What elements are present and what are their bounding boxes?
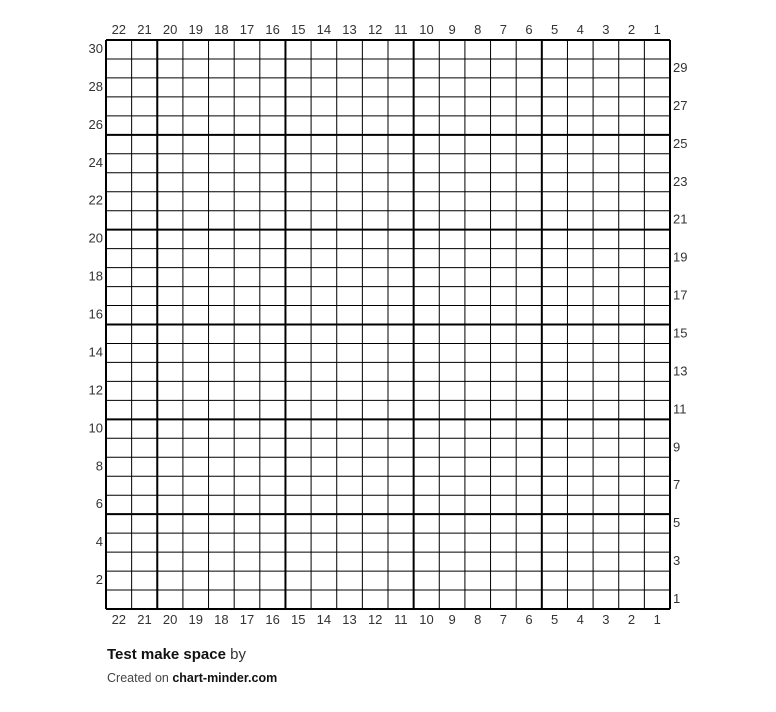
- chart-footer: [107, 646, 277, 685]
- column-label-top: 22: [111, 22, 127, 37]
- row-label-left: 14: [88, 344, 103, 360]
- row-label-left: 18: [88, 268, 103, 284]
- column-label-bottom: 17: [239, 612, 255, 627]
- column-label-top: 6: [525, 22, 533, 37]
- chart-title-line: [107, 646, 277, 663]
- row-label-left: 10: [88, 420, 103, 436]
- column-label-top: 11: [394, 22, 408, 37]
- column-label-top: 7: [499, 22, 507, 37]
- row-label-right: 1: [673, 591, 681, 607]
- column-label-top: 17: [239, 22, 255, 37]
- row-label-right: 7: [673, 477, 681, 493]
- column-label-bottom: 10: [419, 612, 434, 627]
- row-label-right: 17: [673, 287, 688, 303]
- column-label-bottom: 4: [576, 612, 584, 627]
- column-label-top: 2: [627, 22, 636, 37]
- column-label-bottom: 9: [448, 612, 456, 627]
- row-label-left: 26: [88, 116, 103, 132]
- row-label-right: 11: [673, 401, 687, 417]
- row-label-left: 6: [95, 496, 103, 512]
- row-label-left: 24: [88, 154, 103, 170]
- column-label-top: 15: [291, 22, 306, 37]
- column-label-top: 1: [653, 22, 661, 37]
- column-label-top: 19: [188, 22, 203, 37]
- column-label-top: 4: [576, 22, 584, 37]
- row-label-left: 12: [88, 382, 103, 398]
- column-label-bottom: 3: [602, 612, 610, 627]
- column-label-top: 10: [419, 22, 434, 37]
- created-on-label: Created on: [107, 671, 169, 685]
- column-label-bottom: 5: [551, 612, 559, 627]
- column-label-bottom: 1: [653, 612, 661, 627]
- chart-by: by: [230, 646, 246, 663]
- site-link[interactable]: chart-minder.com: [172, 671, 278, 685]
- row-label-right: 29: [673, 59, 688, 75]
- row-label-left: 22: [88, 192, 103, 208]
- row-label-left: 20: [88, 230, 103, 246]
- row-label-right: 13: [673, 363, 688, 379]
- row-label-right: 15: [673, 325, 688, 341]
- row-label-right: 5: [673, 515, 681, 531]
- column-label-bottom: 6: [525, 612, 533, 627]
- column-label-top: 3: [602, 22, 610, 37]
- column-label-top: 14: [316, 22, 332, 37]
- column-label-bottom: 7: [499, 612, 507, 627]
- column-label-bottom: 13: [342, 612, 357, 627]
- column-label-bottom: 12: [367, 612, 383, 627]
- column-label-top: 12: [367, 22, 383, 37]
- row-label-left: 4: [95, 534, 103, 550]
- column-label-bottom: 19: [188, 612, 203, 627]
- row-label-left: 28: [88, 78, 103, 94]
- row-label-left: 2: [95, 572, 103, 588]
- row-label-left: 8: [95, 458, 103, 474]
- row-label-right: 19: [673, 249, 688, 265]
- row-label-left: 16: [88, 306, 103, 322]
- row-label-right: 25: [673, 135, 688, 151]
- column-label-bottom: 18: [214, 612, 229, 627]
- row-label-right: 21: [673, 211, 688, 227]
- column-label-top: 9: [448, 22, 456, 37]
- column-label-bottom: 16: [265, 612, 280, 627]
- column-label-top: 21: [137, 22, 152, 37]
- column-label-bottom: 14: [316, 612, 332, 627]
- column-label-top: 8: [474, 22, 482, 37]
- column-label-top: 5: [551, 22, 559, 37]
- grid-lines: [106, 40, 670, 609]
- column-label-bottom: 21: [137, 612, 152, 627]
- row-label-right: 9: [673, 439, 681, 455]
- column-label-bottom: 22: [111, 612, 127, 627]
- row-label-right: 3: [673, 553, 681, 569]
- column-label-bottom: 20: [162, 612, 178, 627]
- column-label-top: 13: [342, 22, 357, 37]
- credit-line: [107, 671, 277, 685]
- row-label-right: 23: [673, 173, 688, 189]
- column-label-bottom: 2: [627, 612, 636, 627]
- column-label-top: 18: [214, 22, 229, 37]
- column-label-bottom: 15: [291, 612, 306, 627]
- column-label-bottom: 8: [474, 612, 482, 627]
- column-label-top: 20: [162, 22, 178, 37]
- row-label-left: 30: [88, 41, 103, 56]
- chart-title: Test make space: [107, 646, 226, 663]
- row-label-right: 27: [673, 97, 688, 113]
- column-label-bottom: 11: [394, 612, 408, 627]
- column-label-top: 16: [265, 22, 280, 37]
